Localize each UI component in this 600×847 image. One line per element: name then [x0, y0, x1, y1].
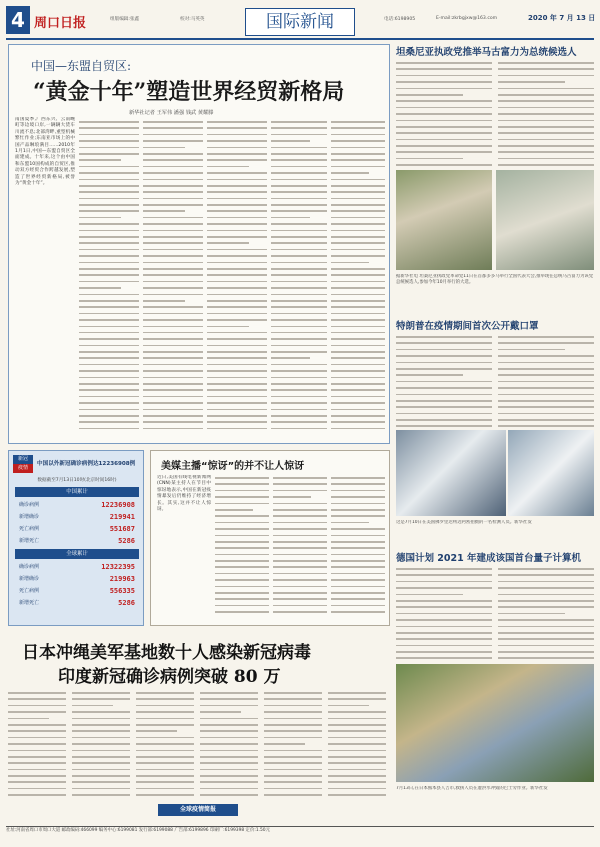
stats-row-value: 12236908 — [101, 501, 135, 509]
lower-right-column-1 — [396, 568, 492, 660]
lead-column-2 — [79, 121, 139, 439]
bottom-article — [8, 632, 390, 820]
footer-info: 社址:河南省周口市周口大道 邮政编码:466099 编务中心:6199081 发行部:6199088 广告部:6199896 印刷厂:6199398 定价:1.50元 — [6, 826, 594, 842]
section-title: 国际新闻 — [245, 8, 355, 36]
lead-article — [8, 44, 390, 444]
middle-right-column-1 — [396, 336, 492, 428]
stats-row — [19, 537, 135, 545]
stats-row-label: 新增确诊 — [19, 514, 40, 520]
stats-row — [19, 563, 135, 571]
lower-right-headline: 德国计划 2021 年建成该国首台量子计算机 — [396, 553, 582, 564]
header-rule — [6, 38, 594, 40]
middle-right-column-2 — [498, 336, 594, 428]
lead-byline: 新华社记者 王军伟 潘强 钱武 黄耀滕 — [129, 110, 214, 116]
stats-row-value: 5286 — [118, 537, 135, 545]
lead-column-5 — [271, 121, 327, 439]
issue-date: 2020 年 7 月 13 日 — [528, 14, 596, 22]
stats-row-label: 新增确诊 — [19, 576, 40, 582]
middle-right-caption: 这是7月10日在美国佛罗里达州迈阿密拍摄的一名检测人员。新华社发 — [396, 520, 532, 525]
lower-right-caption: 7月13日,在日本熊本县人吉市,救援人员在遭洪水冲毁的巴士旁作业。新华社发 — [396, 786, 548, 791]
middle-right-headline: 特朗普在疫情期间首次公开戴口罩 — [396, 321, 539, 332]
stats-china-rows — [19, 501, 135, 545]
stats-global-header: 全球累计 — [15, 549, 139, 559]
stats-row-value: 219941 — [109, 513, 135, 521]
stats-row-label: 新增死亡 — [19, 600, 40, 606]
stats-row — [19, 587, 135, 595]
top-right-photo-2 — [496, 170, 594, 270]
stats-row — [19, 525, 135, 533]
stats-subtitle: 数据截至7月13日10时(北京时间16时) — [37, 478, 117, 483]
stats-row-value: 556335 — [109, 587, 135, 595]
stats-badge-top: 新冠 — [13, 455, 33, 464]
meta-phone: 电话:6198905 — [384, 17, 416, 22]
meta-email: E-mail:zkrbgjxw@163.com — [436, 16, 498, 21]
middle-right-article — [396, 318, 594, 544]
top-right-article — [396, 44, 594, 314]
stats-badge-bottom: 疫情 — [13, 464, 33, 473]
middle-right-photo-2 — [508, 430, 594, 516]
paper-logo: 周口日报 — [34, 16, 87, 31]
stats-row-label: 新增死亡 — [19, 538, 40, 544]
top-right-caption: 据新华社电 坦桑尼亚执政党革命党11日在首都多多马举行全国代表大会,推举现任总统马古富力为该党总统候选人,参加今年10月举行的大选。 — [396, 274, 594, 285]
stats-row-label: 死亡病例 — [19, 526, 40, 532]
bottom-column-1 — [8, 692, 66, 802]
stats-global-rows — [19, 563, 135, 607]
bottom-column-4 — [200, 692, 258, 802]
lead-column-4 — [207, 121, 267, 439]
stats-row — [19, 513, 135, 521]
top-right-photo-1 — [396, 170, 492, 270]
bottom-column-3 — [136, 692, 194, 802]
commentary-column-2 — [215, 477, 269, 621]
meta-proof: 校对:马英英 — [180, 17, 205, 22]
stats-row-value: 12322395 — [101, 563, 135, 571]
stats-row — [19, 501, 135, 509]
stats-row-label: 死亡病例 — [19, 588, 40, 594]
top-right-column-2 — [498, 62, 594, 166]
bottom-headline-2: 印度新冠确诊病例突破 80 万 — [58, 667, 281, 687]
stats-row-label: 确诊病例 — [19, 564, 40, 570]
bottom-headline-1: 日本冲绳美军基地数十人感染新冠病毒 — [22, 643, 311, 663]
stats-china-header: 中国累计 — [15, 487, 139, 497]
middle-right-photo-1 — [396, 430, 506, 516]
lower-right-photo — [396, 664, 594, 782]
stats-row — [19, 575, 135, 583]
meta-editor: 组版编辑:张鑫 — [110, 17, 140, 22]
stats-row — [19, 599, 135, 607]
top-right-headline: 坦桑尼亚执政党推举马古富力为总统候选人 — [396, 47, 577, 58]
lead-column-6 — [331, 121, 385, 439]
top-right-column-1 — [396, 62, 492, 166]
commentary-column-4 — [331, 477, 385, 621]
bottom-column-6 — [328, 692, 386, 802]
lead-column-3 — [143, 121, 203, 439]
lower-right-column-2 — [498, 568, 594, 660]
stats-row-label: 确诊病例 — [19, 502, 40, 508]
bottom-label: 全球疫情简报 — [158, 804, 238, 816]
commentary-headline: 美媒主播“惊讶”的并不让人惊讶 — [161, 461, 305, 472]
commentary-column-3 — [273, 477, 327, 621]
stats-title: 中国以外新冠确诊病例达12236908例 — [37, 461, 136, 467]
lead-paragraph: 南国夏季,广西东兴、云南畹町等边境口岸,一辆辆大货车川流不息;北部湾畔,重型机械繁忙作业;东南亚市场上的中国产品琳琅满目……2010年1月1日,中国—东盟自贸区全面建成。十年来,这个由中国和东盟10国构成的自贸区,推动双方经贸合作跨越发展,塑造了世界经贸新格局,被誉为“黄金十年”。 — [15, 117, 75, 187]
commentary-article — [150, 450, 390, 626]
lower-right-article — [396, 550, 594, 820]
commentary-paragraph: 近日,美国有线电视新闻网(CNN)某主持人在节目中惊讶地表示,中国在新冠疫情暴发后仍维持了经济增长。其实,这并不让人惊讶。 — [157, 475, 211, 513]
lead-kicker: 中国—东盟自贸区: — [31, 59, 132, 73]
stats-row-value: 5286 — [118, 599, 135, 607]
covid-stats-panel — [8, 450, 144, 626]
bottom-column-5 — [264, 692, 322, 802]
page-number: 4 — [6, 6, 30, 34]
stats-row-value: 551687 — [109, 525, 135, 533]
lead-headline: “黄金十年”塑造世界经贸新格局 — [33, 79, 345, 105]
bottom-column-2 — [72, 692, 130, 802]
stats-row-value: 219963 — [109, 575, 135, 583]
